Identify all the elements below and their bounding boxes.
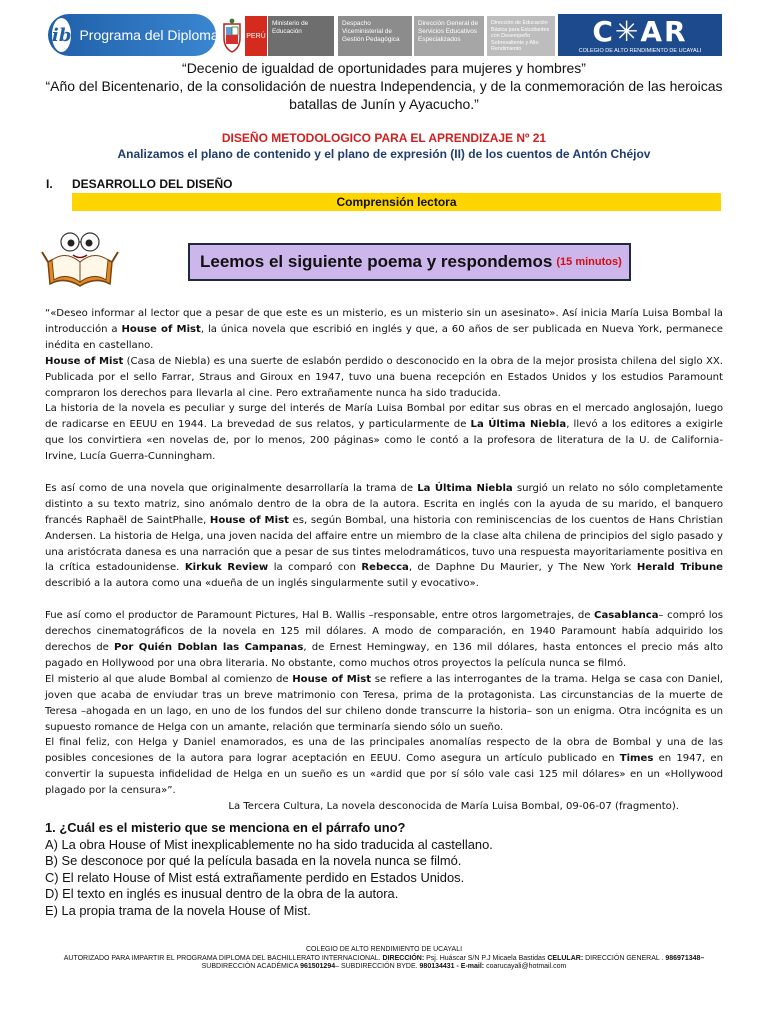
- direccion-basica-label: Dirección de Educación Básica para Estudiantes con Desempeño Sobresaliente y Alto Rendimiento: [487, 16, 555, 56]
- paragraph-7: El final feliz, con Helga y Daniel enamorados, es una de las principales anomalías respecto de la obra de Bombal y una de las posibles concesiones de la autora para lograr aceptación en EEUU. Como asegura un artículo publicado en Times en 1947, en convertir la supuesta infidelidad de Helga en un sueño es un «ardid que por sí sólo vale casi 125 mil dólares» en un «Hollywood plagado por la censura»”.: [45, 737, 723, 797]
- answer-option: D) El texto en inglés es inusual dentro de la obra de la autora.: [45, 886, 399, 902]
- question-title: 1. ¿Cuál es el misterio que se menciona en el párrafo uno?: [45, 820, 406, 835]
- ib-logo-text: Programa del Diploma: [79, 27, 219, 43]
- document-subtitle: Analizamos el plano de contenido y el plano de expresión (II) de los cuentos de Antón Chéjov: [117, 147, 651, 161]
- paragraph-4: Es así como de una novela que originalmente desarrollaría la trama de La Última Niebla surgió un relato no sólo completamente distinto a su texto matriz, sino anómalo dentro de la obra de la autora. Escrita en inglés con la ayuda de su marido, el banquero francés Raphaël de SaintPhalle, House of Mist es, según Bombal, una historia con reminiscencias de los cuentos de Hans Christian Andersen. La historia de Helga, una joven nacida del affaire entre un miembro de la clase alta chilena de principios del siglo pasado y una aristócrata danesa es una narración que a pesar de sus tintes melodramáticos, tuvo una respuesta mayoritariamente positiva en la crítica estadounidense. Kirkuk Review la comparó con Rebecca, de Daphne Du Maurier, y The New York Herald Tribune describió a la autora como una «dueña de un inglés singularmente sutil y evocativo».: [45, 482, 723, 590]
- despacho-label: Despacho Viceministerial de Gestión Pedagógica: [338, 16, 412, 56]
- anio-motto: “Año del Bicentenario, de la consolidación de nuestra Independencia, y de la conmemoración de las heroicas batallas de Junín y Ayacucho.”: [45, 78, 723, 112]
- footer-contacts: SUBDIRECCIÓN ACADÉMICA 961501294– SUBDIRECCIÓN BYDE. 980134431 - E-mail: coarucayali@hotmail.com: [201, 963, 567, 970]
- decenio-motto: “Decenio de igualdad de oportunidades para mujeres y hombres”: [182, 60, 586, 76]
- answer-option: A) La obra House of Mist inexplicablemente no ha sido traducida al castellano.: [45, 836, 493, 852]
- ministerio-label: Ministerio de Educación: [268, 16, 334, 56]
- document-title: DISEÑO METODOLOGICO PARA EL APRENDIZAJE Nº 21: [221, 131, 547, 145]
- paragraph-6: El misterio al que alude Bombal al comienzo de House of Mist se refiere a las interrogantes de la trama. Helga se casa con Daniel, joven que acaba de enviudar tras un breve matrimonio con Teresa, prima de la protagonista. Las circunstancias de la muerte de Teresa –ahogada en un lago, en uno de los fundos del sur chileno donde transcurre la historia– son un enigma. Otra incógnita es un supuesto romance de Helga con un amante, relación que terminaría siendo sólo un sueño.: [45, 673, 724, 733]
- answer-option: C) El relato House of Mist está extrañamente perdido en Estados Unidos.: [45, 869, 465, 885]
- section-title: DESARROLLO DEL DISEÑO: [72, 177, 233, 191]
- coar-logo: [558, 14, 722, 56]
- answer-option: B) Se desconoce por qué la película basada en la novela nunca se filmó.: [45, 853, 462, 869]
- reading-banner: [188, 243, 631, 281]
- coar-logo-subtitle: COLEGIO DE ALTO RENDIMIENTO DE UCAYALI: [578, 48, 702, 54]
- reading-text: [45, 306, 723, 815]
- paragraph-1: “«Deseo informar al lector que a pesar de que este es un misterio, es un misterio sin un asesinato». Así inicia María Luisa Bombal la introducción a House of Mist, la única novela que escribió en inglés y que, a 60 años de ser publicada en Nueva York, permanece inédita en castellano.: [45, 308, 723, 351]
- question-block: [45, 820, 723, 920]
- answer-option: E) La propia trama de la novela House of Mist.: [45, 902, 311, 918]
- footer: [0, 946, 768, 972]
- footer-school: COLEGIO DE ALTO RENDIMIENTO DE UCAYALI: [305, 946, 463, 953]
- reading-book-icon: [40, 222, 120, 290]
- peru-label: PERÚ: [245, 16, 267, 56]
- comprension-bar: Comprensión lectora: [72, 193, 721, 211]
- paragraph-3: La historia de la novela es peculiar y surge del interés de María Luisa Bombal por editar sus obras en el mercado anglosajón, luego de radicarse en EEUU en 1944. La brevedad de sus relatos, y particularmente de La Última Niebla, llevó a los editores a exigirle que los convirtiera «en novelas de, por lo menos, 200 páginas» como le contó a la profesora de literatura de la U. de California-Irvine, Lucía Guerra-Cunningham.: [45, 403, 723, 463]
- paragraph-5: Fue así como el productor de Paramount Pictures, Hal B. Wallis –responsable, entre otros largometrajes, de Casablanca– compró los derechos cinematográficos de la novela en 125 mil dólares. A modo de comparación, en 1940 Paramount había adquirido los derechos de Por Quién Doblan las Campanas, de Ernest Hemingway, en 136 mil dólares, hasta entonces el precio más alto pagado en Hollywood por una obra literaria. No obstante, como muchos otros proyectos la película nunca se filmó.: [45, 610, 724, 669]
- source-citation: La Tercera Cultura, La novela desconocida de María Luisa Bombal, 09-06-07 (fragmento).: [228, 801, 679, 813]
- peru-shield-icon: [222, 18, 242, 54]
- ib-logo: [48, 14, 219, 56]
- section-number: I.: [46, 177, 53, 191]
- footer-address: AUTORIZADO PARA IMPARTIR EL PROGRAMA DIPLOMA DEL BACHILLERATO INTERNACIONAL. DIRECCIÓN: Psj. Huáscar S/N P.J Micaela Bastidas CELULAR: DIRECCIÓN GENERAL . 986971348–: [63, 954, 705, 962]
- direccion-general-label: Dirección General de Servicios Educativos Especializados: [414, 16, 484, 56]
- coar-logo-title: C✳AR: [592, 15, 688, 48]
- ib-logo-mark: ib: [52, 18, 71, 52]
- banner-minutes: (15 minutos): [556, 256, 622, 268]
- paragraph-2: House of Mist (Casa de Niebla) es una suerte de eslabón perdido o desconocido en la obra de la mejor prosista chilena del siglo XX. Publicada por el sello Farrar, Straus and Giroux en 1947, tuvo una buena recepción en Estados Unidos y los estudios Paramount compraron los derechos para llevarla al cine. Pero extrañamente nunca ha sido traducida.: [45, 355, 723, 399]
- banner-text: Leemos el siguiente poema y respondemos: [200, 252, 553, 271]
